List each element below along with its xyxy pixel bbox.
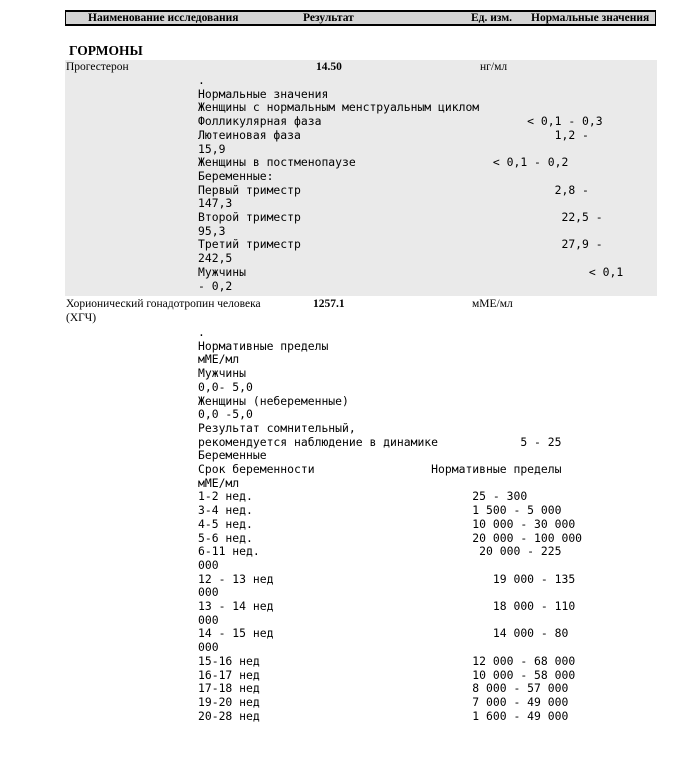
- hcg-unit: мМЕ/мл: [472, 298, 513, 310]
- hcg-norm-text: . Нормативные пределы мМЕ/мл Мужчины 0,0- 5,0 Женщины (небеременные) 0,0 -5,0 Результат сомнительный, рекомендуется наблюдение в динамике 5 - 25 Беременные Срок беременности Нормативные пределы мМЕ/мл 1-2 нед. 25 - 300 3-4 нед. 1 500 - 5 000 4-5 нед. 10 000 - 30 000 5-6 нед. 20 000 - 100 000 6-11 нед. 20 000 - 225 000 12 - 13 нед 19 000 - 135 000 13 - 14 нед 18 000 - 110 000 14 - 15 нед 14 000 - 80 000 15-16 нед 12 000 - 68 000 16-17 нед 10 000 - 58 000 17-18 нед 8 000 - 57 000 19-20 нед 7 000 - 49 000 20-28 нед 1 600 - 49 000: [198, 325, 583, 723]
- table-header: [65, 10, 656, 26]
- header-unit: Ед. изм.: [471, 12, 513, 24]
- header-name: Наименование исследования: [88, 12, 239, 24]
- hcg-name-line2: (ХГЧ): [66, 312, 97, 324]
- hcg-result: 1257.1: [313, 298, 345, 310]
- progesterone-unit: нг/мл: [480, 61, 508, 73]
- progesterone-norm-text: . Нормальные значения Женщины с нормальным менструальным циклом Фолликулярная фаза < 0,1 - 0,3 Лютеиновая фаза 1,2 - 15,9 Женщины в постменопаузе < 0,1 - 0,2 Беременные: Первый триместр 2,8 - 147,3 Второй триместр 22,5 - 95,3 Третий триместр 27,9 - 242,5 Мужчины < 0,1 - 0,2: [198, 73, 624, 293]
- section-title: ГОРМОНЫ: [69, 43, 143, 58]
- hcg-name: Хорионический гонадотропин человека: [66, 298, 261, 310]
- progesterone-result: 14.50: [316, 61, 342, 73]
- header-result: Результат: [303, 12, 354, 24]
- header-norm: Нормальные значения: [531, 12, 650, 24]
- progesterone-name: Прогестерон: [66, 61, 129, 73]
